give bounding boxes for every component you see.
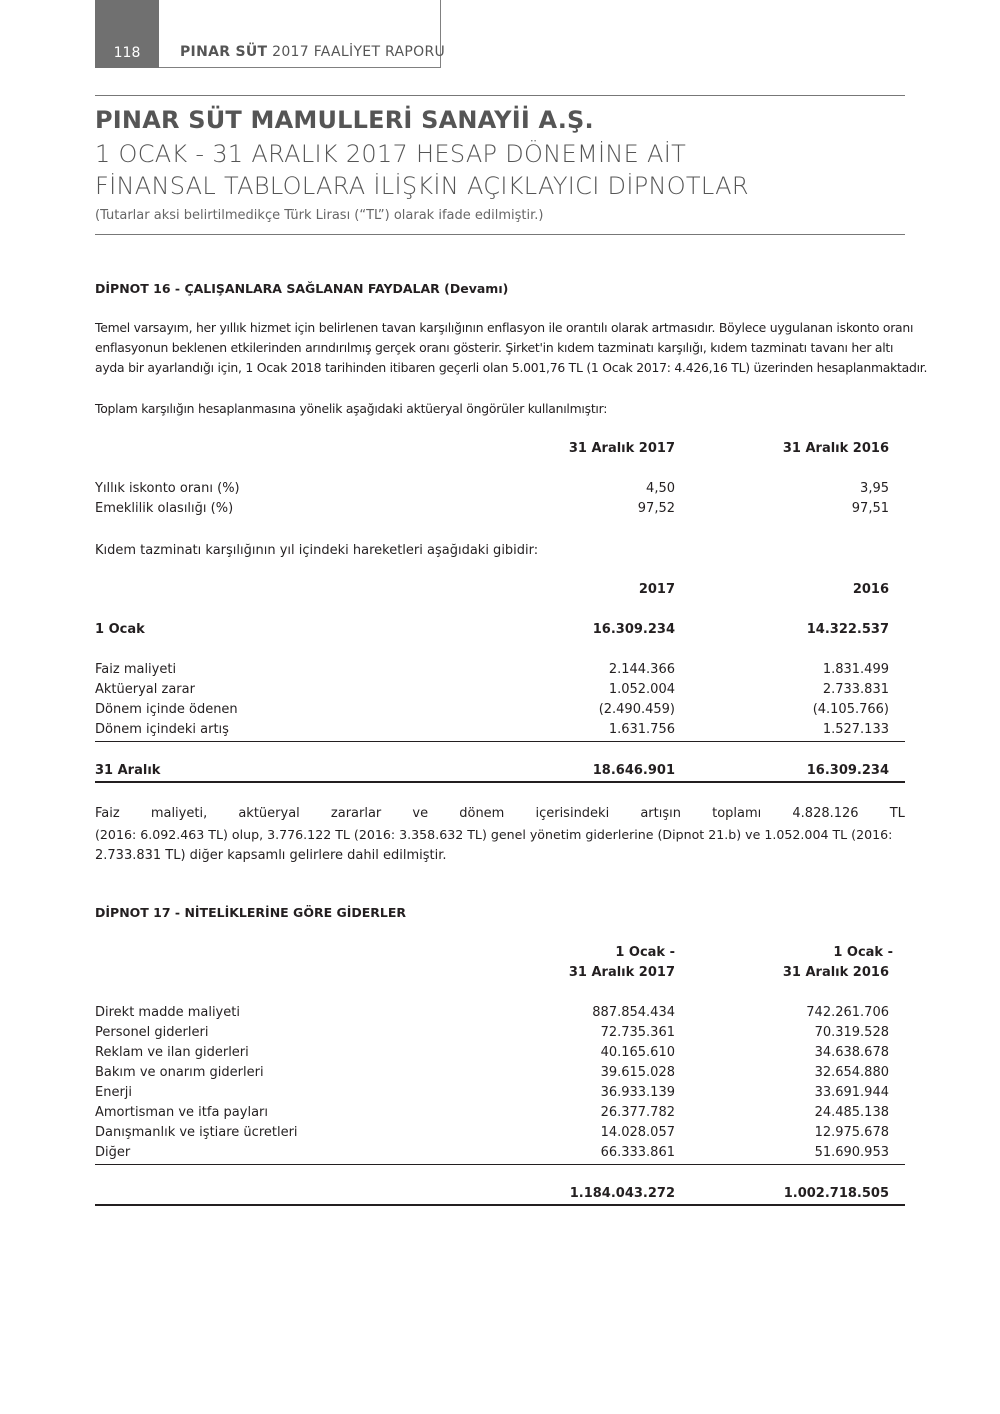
value-2017: 40.165.610 xyxy=(600,1045,675,1060)
table-row xyxy=(95,662,905,682)
value-2016: 51.690.953 xyxy=(814,1145,889,1160)
value-2016: 33.691.944 xyxy=(814,1085,889,1100)
value-2016: 32.654.880 xyxy=(814,1065,889,1080)
table-row xyxy=(95,722,905,742)
word: aktüeryal xyxy=(238,806,300,821)
paragraph-line: Temel varsayım, her yıllık hizmet için belirlenen tavan karşılığının enflasyon ile orantılı olarak artmasıdır. Böylece uygulanan iskonto oranı xyxy=(95,320,914,335)
table-row xyxy=(95,1125,905,1145)
value-2016: 70.319.528 xyxy=(814,1025,889,1040)
value-2017: 1.631.756 xyxy=(608,722,675,737)
row-label: Danışmanlık ve iştiare ücretleri xyxy=(95,1125,298,1140)
movements-header-row xyxy=(95,582,905,602)
row-label: Diğer xyxy=(95,1145,131,1160)
table-row xyxy=(95,481,905,501)
word: dönem xyxy=(459,806,505,821)
paragraph-line: enflasyonun beklenen etkilerinden arındırılmış gerçek oranı gösterir. Şirket'in kıdem tazminatı karşılığı, kıdem tazminatı tavanı her altı xyxy=(95,340,894,355)
word: maliyeti, xyxy=(150,806,208,821)
value-2017: 887.854.434 xyxy=(592,1005,675,1020)
word: Faiz xyxy=(95,806,120,821)
value-2017: 72.735.361 xyxy=(600,1025,675,1040)
subtotal-rule xyxy=(95,1164,905,1165)
note16-paragraph-2: Toplam karşılığın hesaplanmasına yönelik aşağıdaki aktüeryal öngörüler kullanılmıştır: xyxy=(95,401,608,416)
paragraph-line: 2.733.831 TL) diğer kapsamlı gelirlere dahil edilmiştir. xyxy=(95,848,447,863)
row-label: Dönem içinde ödenen xyxy=(95,702,238,717)
expenses-col-2016-top: 1 Ocak - xyxy=(833,945,893,960)
note16-heading: DİPNOT 16 - ÇALIŞANLARA SAĞLANAN FAYDALAR (Devamı) xyxy=(95,281,509,296)
closing-balance-row xyxy=(95,763,905,783)
table-row xyxy=(95,1105,905,1125)
value-2017: 16.309.234 xyxy=(592,622,675,637)
note16-paragraph-3 xyxy=(95,803,905,866)
value-2016: 2.733.831 xyxy=(822,682,889,697)
value-2016: 97,51 xyxy=(851,501,889,516)
word: artışın xyxy=(640,806,681,821)
value-2016: 24.485.138 xyxy=(814,1105,889,1120)
period-title: 1 OCAK - 31 ARALIK 2017 HESAP DÖNEMİNE AİT xyxy=(95,140,687,168)
value-2016: 742.261.706 xyxy=(806,1005,889,1020)
movements-col-2017: 2017 xyxy=(638,582,675,597)
table-row xyxy=(95,1085,905,1105)
value-2017: (2.490.459) xyxy=(598,702,675,717)
word: içerisindeki xyxy=(535,806,610,821)
value-2016: (4.105.766) xyxy=(812,702,889,717)
row-label: Faiz maliyeti xyxy=(95,662,177,677)
word: ve xyxy=(412,806,429,821)
expenses-total-row xyxy=(95,1186,905,1206)
assumptions-col-2016: 31 Aralık 2016 xyxy=(782,441,889,456)
statements-title: FİNANSAL TABLOLARA İLİŞKİN AÇIKLAYICI DİPNOTLAR xyxy=(95,172,749,200)
value-2017: 97,52 xyxy=(637,501,675,516)
row-label: Aktüeryal zarar xyxy=(95,682,195,697)
expenses-header-row-2 xyxy=(95,965,905,985)
expenses-col-2017-top: 1 Ocak - xyxy=(615,945,675,960)
opening-balance-row xyxy=(95,622,905,642)
table-row xyxy=(95,1005,905,1025)
row-label: Reklam ve ilan giderleri xyxy=(95,1045,249,1060)
value-2016: 1.831.499 xyxy=(822,662,889,677)
value-2017: 1.052.004 xyxy=(608,682,675,697)
value-2017: 39.615.028 xyxy=(600,1065,675,1080)
paragraph-line: (2016: 6.092.463 TL) olup, 3.776.122 TL (2016: 3.358.632 TL) genel yönetim giderlerine (Dipnot 21.b) ve 1.052.004 TL (2016: xyxy=(95,827,893,842)
value-2017: 2.144.366 xyxy=(608,662,675,677)
row-label: Enerji xyxy=(95,1085,133,1100)
row-label: Dönem içindeki artış xyxy=(95,722,229,737)
table-row xyxy=(95,1145,905,1165)
movements-intro: Kıdem tazminatı karşılığının yıl içindeki hareketleri aşağıdaki gibidir: xyxy=(95,543,539,558)
total-rule xyxy=(95,781,905,783)
paragraph-line: ayda bir ayarlandığı için, 1 Ocak 2018 tarihinden itibaren geçerli olan 5.001,76 TL (1 Ocak 2017: 4.426,16 TL) üzerinden hesaplanmaktadır. xyxy=(95,360,928,375)
title-bottom-rule xyxy=(95,234,905,235)
word: 4.828.126 xyxy=(792,806,859,821)
row-label: Emeklilik olasılığı (%) xyxy=(95,501,234,516)
value-2017: 18.646.901 xyxy=(592,763,675,778)
word: toplamı xyxy=(712,806,762,821)
company-name: PINAR SÜT MAMULLERİ SANAYİİ A.Ş. xyxy=(95,106,594,134)
note16-paragraph-1 xyxy=(95,318,928,378)
table-row xyxy=(95,1025,905,1045)
word: TL xyxy=(889,806,905,821)
value-2016: 34.638.678 xyxy=(814,1045,889,1060)
row-label: Personel giderleri xyxy=(95,1025,209,1040)
expenses-col-2017-bottom: 31 Aralık 2017 xyxy=(568,965,675,980)
note17-heading: DİPNOT 17 - NİTELİKLERİNE GÖRE GİDERLER xyxy=(95,905,407,920)
row-label: Amortisman ve itfa payları xyxy=(95,1105,268,1120)
value-2017: 14.028.057 xyxy=(600,1125,675,1140)
table-row xyxy=(95,1045,905,1065)
row-label: 31 Aralık xyxy=(95,763,161,778)
table-row xyxy=(95,702,905,722)
expenses-col-2016-bottom: 31 Aralık 2016 xyxy=(782,965,889,980)
table-row xyxy=(95,501,905,521)
top-rule xyxy=(95,95,905,96)
report-title xyxy=(180,44,445,60)
value-2016: 1.527.133 xyxy=(822,722,889,737)
value-2017: 36.933.139 xyxy=(600,1085,675,1100)
report-title-rest: 2017 FAALİYET RAPORU xyxy=(267,44,446,60)
value-2017: 66.333.861 xyxy=(600,1145,675,1160)
page-number: 118 xyxy=(95,0,159,68)
total-2017: 1.184.043.272 xyxy=(569,1186,675,1201)
assumptions-col-2017: 31 Aralık 2017 xyxy=(568,441,675,456)
amounts-note: (Tutarlar aksi belirtilmedikçe Türk Lirası (“TL”) olarak ifade edilmiştir.) xyxy=(95,208,544,223)
table-row xyxy=(95,682,905,702)
word: zararlar xyxy=(330,806,382,821)
value-2016: 12.975.678 xyxy=(814,1125,889,1140)
expenses-header-row-1 xyxy=(95,945,905,965)
total-rule xyxy=(95,1204,905,1206)
report-brand: PINAR SÜT xyxy=(180,44,268,60)
total-2016: 1.002.718.505 xyxy=(783,1186,889,1201)
value-2016: 14.322.537 xyxy=(806,622,889,637)
value-2016: 3,95 xyxy=(860,481,889,496)
justified-line xyxy=(95,803,905,824)
row-label: Yıllık iskonto oranı (%) xyxy=(95,481,240,496)
row-label: 1 Ocak xyxy=(95,622,145,637)
subtotal-rule xyxy=(95,741,905,742)
value-2016: 16.309.234 xyxy=(806,763,889,778)
value-2017: 26.377.782 xyxy=(600,1105,675,1120)
assumptions-header-row xyxy=(95,441,905,461)
table-row xyxy=(95,1065,905,1085)
row-label: Direkt madde maliyeti xyxy=(95,1005,240,1020)
movements-col-2016: 2016 xyxy=(852,582,889,597)
value-2017: 4,50 xyxy=(646,481,675,496)
row-label: Bakım ve onarım giderleri xyxy=(95,1065,264,1080)
